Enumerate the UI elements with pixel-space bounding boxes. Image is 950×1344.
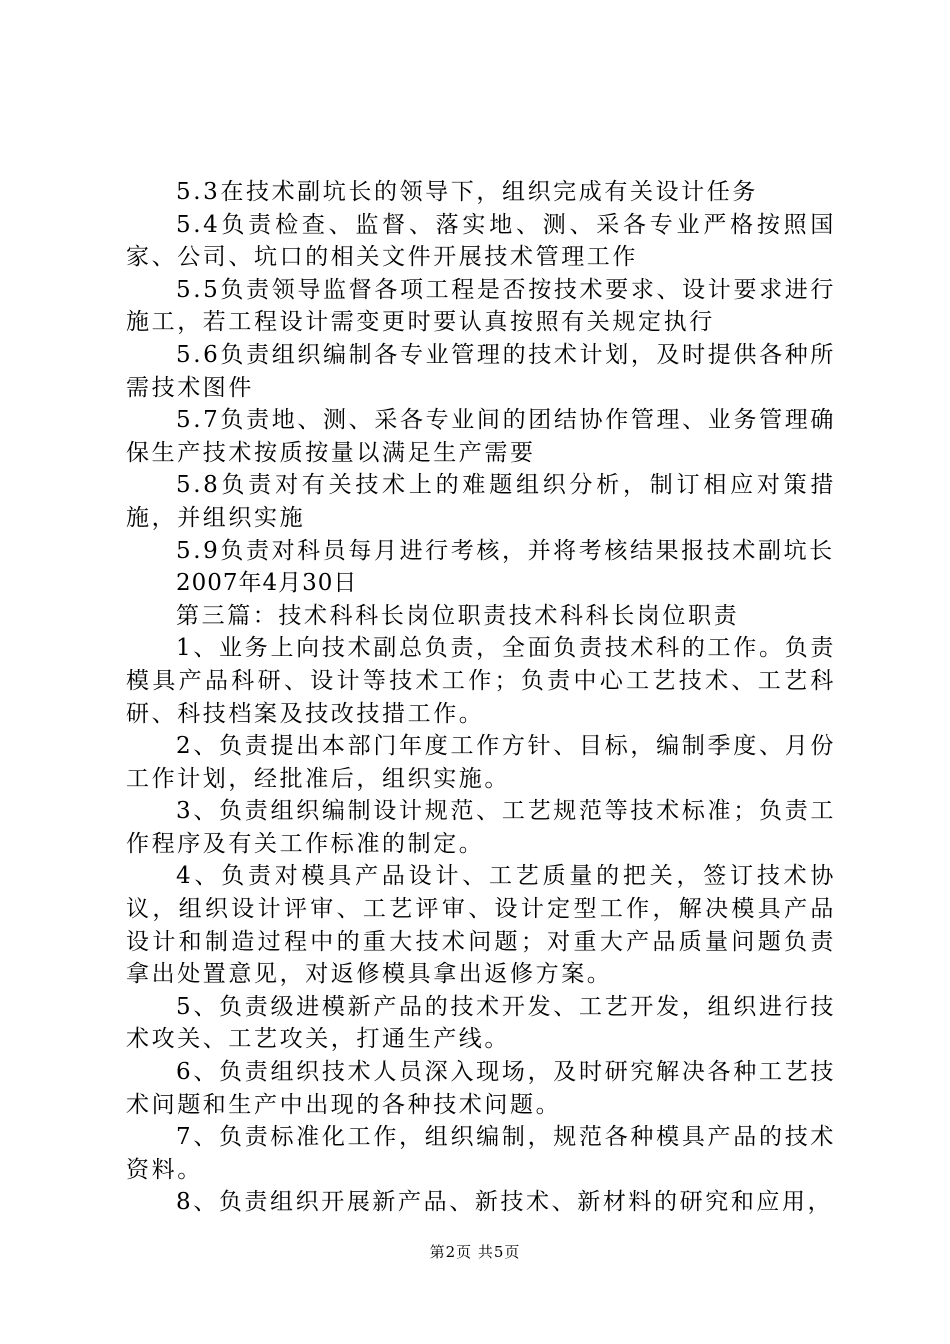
- paragraph-5-7: 5.7负责地、测、采各专业间的团结协作管理、业务管理确保生产技术按质按量以满足生产需要: [126, 407, 836, 466]
- duty-item-2: 2、负责提出本部门年度工作方针、目标，编制季度、月份工作计划，经批准后，组织实施。: [126, 733, 836, 792]
- document-body: [126, 176, 836, 1219]
- duty-item-4: 4、负责对模具产品设计、工艺质量的把关，签订技术协议，组织设计评审、工艺评审、设计定型工作，解决模具产品设计和制造过程中的重大技术问题；对重大产品质量问题负责拿出处置意见，对返修模具拿出返修方案。: [126, 863, 836, 988]
- page-number-footer: 第2页 共5页: [429, 1243, 521, 1261]
- duty-item-3: 3、负责组织编制设计规范、工艺规范等技术标准；负责工作程序及有关工作标准的制定。: [126, 798, 836, 857]
- paragraph-5-3: 5.3在技术副坑长的领导下，组织完成有关设计任务: [176, 179, 758, 205]
- duty-item-5: 5、负责级进模新产品的技术开发、工艺开发，组织进行技术攻关、工艺攻关，打通生产线。: [126, 993, 836, 1053]
- duty-item-1: 1、业务上向技术副总负责，全面负责技术科的工作。负责模具产品科研、设计等技术工作；负责中心工艺技术、工艺科研、科技档案及技改技措工作。: [126, 635, 836, 727]
- paragraph-5-8: 5.8负责对有关技术上的难题组织分析，制订相应对策措施，并组织实施: [126, 472, 836, 531]
- section-heading: 第三篇：技术科科长岗位职责技术科科长岗位职责: [176, 602, 740, 629]
- paragraph-5-6: 5.6负责组织编制各专业管理的技术计划，及时提供各种所需技术图件: [126, 341, 836, 401]
- date-line: 2007年4月30日: [176, 570, 358, 597]
- duty-item-8: 8、负责组织开展新产品、新技术、新材料的研究和应用，: [176, 1189, 834, 1216]
- duty-item-7: 7、负责标准化工作，组织编制，规范各种模具产品的技术资料。: [126, 1124, 836, 1183]
- paragraph-5-9: 5.9负责对科员每月进行考核，并将考核结果报技术副坑长: [176, 537, 835, 564]
- paragraph-5-4: 5.4负责检查、监督、落实地、测、采各专业严格按照国家、公司、坑口的相关文件开展技术管理工作: [126, 211, 836, 271]
- paragraph-5-5: 5.5负责领导监督各项工程是否按技术要求、设计要求进行施工，若工程设计需变更时要认真按照有关规定执行: [126, 276, 836, 336]
- duty-item-6: 6、负责组织技术人员深入现场，及时研究解决各种工艺技术问题和生产中出现的各种技术问题。: [126, 1059, 836, 1118]
